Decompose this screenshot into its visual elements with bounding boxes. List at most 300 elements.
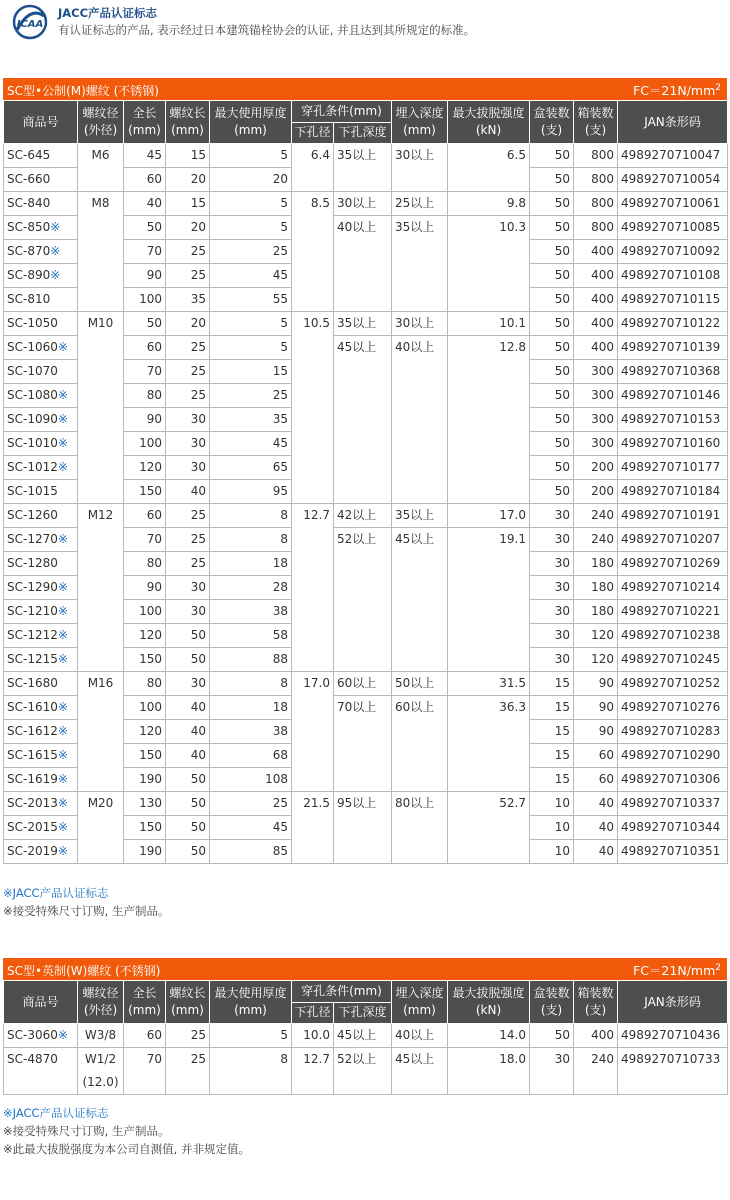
length-cell: 100 [124,696,166,720]
product-code: SC-4870 [7,1052,58,1066]
product-code: SC-645 [7,148,51,162]
thickness-cell: 5 [210,336,292,360]
jacc-mark: ※ [57,844,68,858]
product-code-cell [4,840,78,864]
case-qty-cell: 40 [574,816,618,840]
product-code-cell [4,672,78,696]
jan-code-cell: 4989270710108 [618,264,728,288]
length-cell: 130 [124,792,166,816]
hole-diameter-cell: 21.5 [292,792,334,864]
thread-diameter-cell: M20 [78,792,124,864]
length-cell: 80 [124,552,166,576]
product-code: SC-890 [7,268,51,282]
box-qty-cell: 15 [530,768,574,792]
pull-strength-cell: 17.0 [448,504,530,528]
length-cell: 150 [124,744,166,768]
thread-length-cell: 40 [166,696,210,720]
product-code-cell [4,432,78,456]
length-cell: 90 [124,264,166,288]
product-code-cell [4,576,78,600]
spec-table [3,100,728,864]
product-code-cell [4,624,78,648]
jan-code-cell: 4989270710146 [618,384,728,408]
jacc-mark: ※ [50,268,61,282]
case-qty-cell: 120 [574,648,618,672]
length-cell: 100 [124,288,166,312]
header-diameter: 螺纹径 (外径) [78,101,124,144]
jan-code-cell: 4989270710436 [618,1024,728,1048]
length-cell: 60 [124,1024,166,1048]
header-box-qty: 盒装数 (支) [530,981,574,1024]
product-code-cell [4,216,78,240]
product-code: SC-1260 [7,508,58,522]
thread-length-cell: 35 [166,288,210,312]
thread-length-cell: 25 [166,240,210,264]
product-code: SC-1270 [7,532,58,546]
product-code: SC-840 [7,196,51,210]
case-qty-cell: 300 [574,384,618,408]
jan-code-cell: 4989270710351 [618,840,728,864]
header-thread-length: 螺纹长 (mm) [166,101,210,144]
hole-depth-cell: 35以上 [334,312,392,336]
length-cell: 120 [124,456,166,480]
header-embed-depth: 埋入深度 (mm) [392,101,448,144]
box-qty-cell: 15 [530,696,574,720]
case-qty-cell: 300 [574,408,618,432]
thickness-cell: 25 [210,792,292,816]
case-qty-cell: 60 [574,768,618,792]
thickness-cell: 35 [210,408,292,432]
jacc-header [0,0,730,48]
thickness-cell: 65 [210,456,292,480]
note-line: ※此最大拔脱强度为本公司自测值, 并非规定值。 [3,1142,250,1156]
jacc-mark: ※ [57,652,68,666]
product-code: SC-1060 [7,340,58,354]
length-cell: 80 [124,672,166,696]
jacc-mark: ※ [57,460,68,474]
jan-code-cell: 4989270710047 [618,144,728,168]
thread-diameter-cell: M16 [78,672,124,792]
table-row [4,1024,728,1048]
header-hole-diameter: 下孔径 [292,1002,334,1024]
jan-code-cell: 4989270710214 [618,576,728,600]
product-code-cell [4,144,78,168]
case-qty-cell: 240 [574,504,618,528]
hole-depth-cell: 35以上 [334,144,392,192]
header-box-qty: 盒装数 (支) [530,101,574,144]
spec-table [3,980,728,1095]
thread-length-cell: 25 [166,504,210,528]
product-code-cell [4,600,78,624]
product-code: SC-1212 [7,628,58,642]
jan-code-cell: 4989270710283 [618,720,728,744]
jacc-mark: ※ [57,532,68,546]
jan-code-cell: 4989270710368 [618,360,728,384]
jacc-mark: ※ [57,628,68,642]
product-code: SC-1280 [7,556,58,570]
box-qty-cell: 50 [530,384,574,408]
header-pull-strength: 最大拔脱强度 (kN) [448,981,530,1024]
product-code-cell [4,240,78,264]
case-qty-cell: 200 [574,480,618,504]
product-code: SC-1090 [7,412,58,426]
thickness-cell: 68 [210,744,292,768]
product-code-cell [4,816,78,840]
length-cell: 150 [124,648,166,672]
jacc-mark: ※ [50,244,61,258]
case-qty-cell: 40 [574,792,618,816]
thickness-cell: 5 [210,216,292,240]
product-code: SC-1610 [7,700,58,714]
hole-depth-cell: 70以上 [334,696,392,792]
thread-length-cell: 30 [166,600,210,624]
box-qty-cell: 30 [530,1048,574,1095]
case-qty-cell: 180 [574,576,618,600]
case-qty-cell: 90 [574,720,618,744]
case-qty-cell: 180 [574,600,618,624]
box-qty-cell: 50 [530,432,574,456]
hole-diameter-cell: 10.0 [292,1024,334,1048]
header-thread-length: 螺纹长 (mm) [166,981,210,1024]
pull-strength-cell: 12.8 [448,336,530,504]
thread-length-cell: 25 [166,528,210,552]
length-cell: 120 [124,720,166,744]
thread-diameter-cell: W3/8 [78,1024,124,1048]
product-code-cell [4,168,78,192]
case-qty-cell: 400 [574,240,618,264]
jacc-mark: ※ [57,796,68,810]
jan-code-cell: 4989270710191 [618,504,728,528]
product-code-cell [4,360,78,384]
length-cell: 60 [124,504,166,528]
product-code-cell [4,528,78,552]
thickness-cell: 5 [210,1024,292,1048]
box-qty-cell: 50 [530,192,574,216]
length-cell: 70 [124,240,166,264]
thickness-cell: 25 [210,384,292,408]
product-code-cell [4,336,78,360]
jacc-mark: ※ [57,580,68,594]
jan-code-cell: 4989270710160 [618,432,728,456]
note-line: ※JACC产品认证标志 [3,1106,109,1120]
box-qty-cell: 10 [530,792,574,816]
embed-depth-cell: 25以上 [392,192,448,216]
thread-length-cell: 25 [166,384,210,408]
header-max-thickness: 最大使用厚度 (mm) [210,101,292,144]
thickness-cell: 25 [210,240,292,264]
note-line: ※接受特殊尺寸订购, 生产制品。 [3,904,170,918]
note-line: ※JACC产品认证标志 [3,886,109,900]
jan-code-cell: 4989270710115 [618,288,728,312]
header-jan: JAN条形码 [618,981,728,1024]
jan-code-cell: 4989270710276 [618,696,728,720]
note-line: ※接受特殊尺寸订购, 生产制品。 [3,1124,170,1138]
jan-code-cell: 4989270710184 [618,480,728,504]
case-qty-cell: 800 [574,192,618,216]
thickness-cell: 8 [210,504,292,528]
thickness-cell: 55 [210,288,292,312]
hole-depth-cell: 42以上 [334,504,392,528]
hole-diameter-cell: 12.7 [292,504,334,672]
section-title: SC型•公制(M)螺纹 (不锈钢) [7,84,159,98]
length-cell: 150 [124,480,166,504]
header-hole-diameter: 下孔径 [292,122,334,144]
pull-strength-cell: 10.1 [448,312,530,336]
thread-length-cell: 15 [166,192,210,216]
case-qty-cell: 90 [574,672,618,696]
thickness-cell: 45 [210,264,292,288]
length-cell: 60 [124,336,166,360]
section-title-bar [3,958,727,980]
hole-depth-cell: 45以上 [334,336,392,504]
product-code-cell [4,384,78,408]
box-qty-cell: 50 [530,144,574,168]
hole-depth-cell: 52以上 [334,1048,392,1095]
box-qty-cell: 50 [530,456,574,480]
thread-length-cell: 50 [166,840,210,864]
product-code: SC-2013 [7,796,58,810]
case-qty-cell: 60 [574,744,618,768]
pull-strength-cell: 6.5 [448,144,530,192]
jacc-mark: ※ [57,604,68,618]
thickness-cell: 58 [210,624,292,648]
table-row [4,792,728,816]
box-qty-cell: 10 [530,816,574,840]
jacc-mark: ※ [57,772,68,786]
box-qty-cell: 50 [530,168,574,192]
thickness-cell: 15 [210,360,292,384]
thickness-cell: 95 [210,480,292,504]
product-code-cell [4,264,78,288]
table-row [4,672,728,696]
pull-strength-cell: 14.0 [448,1024,530,1048]
jacc-mark: ※ [57,724,68,738]
case-qty-cell: 800 [574,144,618,168]
length-cell: 80 [124,384,166,408]
metric-section [3,78,727,864]
length-cell: 45 [124,144,166,168]
case-qty-cell: 300 [574,360,618,384]
box-qty-cell: 30 [530,624,574,648]
embed-depth-cell: 40以上 [392,1024,448,1048]
header-product: 商品号 [4,101,78,144]
thread-diameter-cell: W1/2 (12.0) [78,1048,124,1095]
box-qty-cell: 30 [530,528,574,552]
product-code-cell [4,456,78,480]
product-code-cell [4,480,78,504]
header-drill-conditions: 穿孔条件(mm) [292,101,392,123]
thread-length-cell: 50 [166,624,210,648]
thread-length-cell: 50 [166,792,210,816]
jan-code-cell: 4989270710139 [618,336,728,360]
case-qty-cell: 300 [574,432,618,456]
thread-diameter-cell: M6 [78,144,124,192]
thickness-cell: 8 [210,1048,292,1095]
thickness-cell: 85 [210,840,292,864]
product-code-cell [4,408,78,432]
hole-depth-cell: 95以上 [334,792,392,864]
box-qty-cell: 15 [530,744,574,768]
jacc-mark: ※ [57,436,68,450]
product-code: SC-2015 [7,820,58,834]
case-qty-cell: 400 [574,288,618,312]
case-qty-cell: 800 [574,216,618,240]
jacc-mark: ※ [57,700,68,714]
box-qty-cell: 10 [530,840,574,864]
product-code: SC-3060 [7,1028,58,1042]
jan-code-cell: 4989270710290 [618,744,728,768]
thread-length-cell: 25 [166,360,210,384]
jan-code-cell: 4989270710245 [618,648,728,672]
thread-length-cell: 50 [166,768,210,792]
product-code: SC-1050 [7,316,58,330]
product-code: SC-660 [7,172,51,186]
fc-value: $FC=21N/mm^2$ [633,962,721,978]
jan-code-cell: 4989270710252 [618,672,728,696]
thread-length-cell: 50 [166,648,210,672]
thickness-cell: 5 [210,144,292,168]
length-cell: 90 [124,408,166,432]
length-cell: 120 [124,624,166,648]
pull-strength-cell: 9.8 [448,192,530,216]
length-cell: 70 [124,1048,166,1095]
product-code-cell [4,1024,78,1048]
box-qty-cell: 50 [530,1024,574,1048]
jan-code-cell: 4989270710306 [618,768,728,792]
jacc-mark: ※ [57,340,68,354]
header-drill-conditions: 穿孔条件(mm) [292,981,392,1003]
length-cell: 150 [124,816,166,840]
box-qty-cell: 30 [530,504,574,528]
product-code: SC-1070 [7,364,58,378]
embed-depth-cell: 45以上 [392,528,448,672]
jacc-title: JACC产品认证标志 [58,6,158,20]
box-qty-cell: 50 [530,312,574,336]
thread-length-cell: 20 [166,168,210,192]
case-qty-cell: 400 [574,312,618,336]
product-code-cell [4,1048,78,1095]
embed-depth-cell: 80以上 [392,792,448,864]
product-code-cell [4,768,78,792]
case-qty-cell: 400 [574,1024,618,1048]
product-code: SC-810 [7,292,51,306]
case-qty-cell: 800 [574,168,618,192]
thickness-cell: 5 [210,312,292,336]
product-code: SC-1010 [7,436,58,450]
hole-diameter-cell: 12.7 [292,1048,334,1095]
jacc-description: 有认证标志的产品, 表示经过日本建筑锚栓协会的认证, 并且达到其所规定的标准。 [58,23,476,37]
length-cell: 90 [124,576,166,600]
box-qty-cell: 50 [530,288,574,312]
jacc-mark: ※ [57,412,68,426]
header-case-qty: 箱装数 (支) [574,101,618,144]
product-code: SC-850 [7,220,51,234]
thread-length-cell: 15 [166,144,210,168]
metric-notes [3,884,169,920]
jan-code-cell: 4989270710207 [618,528,728,552]
product-code: SC-1290 [7,580,58,594]
product-code: SC-870 [7,244,51,258]
thickness-cell: 38 [210,600,292,624]
thickness-cell: 18 [210,552,292,576]
product-code-cell [4,792,78,816]
embed-depth-cell: 35以上 [392,216,448,312]
case-qty-cell: 400 [574,336,618,360]
hole-depth-cell: 60以上 [334,672,392,696]
thickness-cell: 18 [210,696,292,720]
box-qty-cell: 50 [530,408,574,432]
box-qty-cell: 50 [530,216,574,240]
length-cell: 100 [124,432,166,456]
jan-code-cell: 4989270710337 [618,792,728,816]
thread-length-cell: 25 [166,336,210,360]
box-qty-cell: 30 [530,648,574,672]
section-title: SC型•英制(W)螺纹 (不锈钢) [7,964,161,978]
length-cell: 100 [124,600,166,624]
length-cell: 190 [124,768,166,792]
product-code: SC-1215 [7,652,58,666]
hole-depth-cell: 45以上 [334,1024,392,1048]
product-code: SC-1612 [7,724,58,738]
box-qty-cell: 50 [530,360,574,384]
thread-length-cell: 25 [166,1024,210,1048]
product-code: SC-1015 [7,484,58,498]
box-qty-cell: 50 [530,336,574,360]
length-cell: 60 [124,168,166,192]
jacc-mark: ※ [57,388,68,402]
case-qty-cell: 240 [574,1048,618,1095]
table-row [4,1048,728,1095]
product-code: SC-2019 [7,844,58,858]
thread-length-cell: 30 [166,408,210,432]
thread-length-cell: 20 [166,216,210,240]
header-case-qty: 箱装数 (支) [574,981,618,1024]
thread-length-cell: 40 [166,744,210,768]
fc-value: $FC=21N/mm^2$ [633,82,721,98]
embed-depth-cell: 35以上 [392,504,448,528]
product-code-cell [4,552,78,576]
thickness-cell: 45 [210,432,292,456]
header-length: 全长 (mm) [124,101,166,144]
box-qty-cell: 15 [530,672,574,696]
case-qty-cell: 180 [574,552,618,576]
product-code: SC-1210 [7,604,58,618]
box-qty-cell: 15 [530,720,574,744]
header-max-thickness: 最大使用厚度 (mm) [210,981,292,1024]
product-code: SC-1615 [7,748,58,762]
jan-code-cell: 4989270710733 [618,1048,728,1095]
thickness-cell: 108 [210,768,292,792]
embed-depth-cell: 30以上 [392,312,448,336]
jacc-logo-icon [12,4,48,40]
jan-code-cell: 4989270710054 [618,168,728,192]
pull-strength-cell: 31.5 [448,672,530,696]
case-qty-cell: 120 [574,624,618,648]
hole-diameter-cell: 10.5 [292,312,334,504]
jan-code-cell: 4989270710344 [618,816,728,840]
product-code-cell [4,720,78,744]
thickness-cell: 5 [210,192,292,216]
thickness-cell: 28 [210,576,292,600]
pull-strength-cell: 10.3 [448,216,530,312]
header-jan: JAN条形码 [618,101,728,144]
pull-strength-cell: 19.1 [448,528,530,672]
thread-length-cell: 30 [166,432,210,456]
thread-length-cell: 20 [166,312,210,336]
length-cell: 70 [124,360,166,384]
header-length: 全长 (mm) [124,981,166,1024]
box-qty-cell: 50 [530,240,574,264]
